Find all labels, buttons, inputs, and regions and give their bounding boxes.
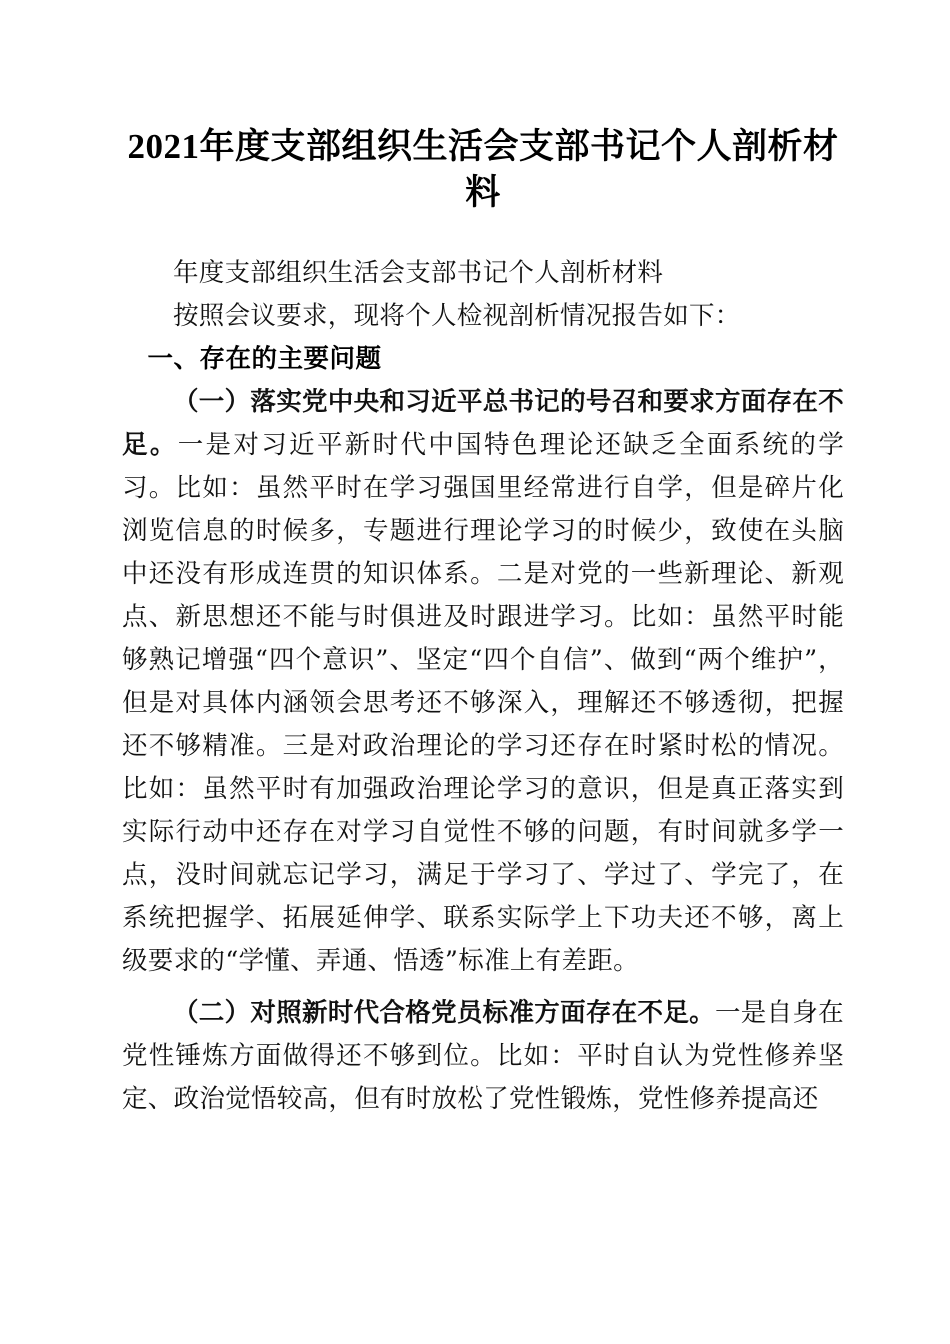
intro-line: 按照会议要求，现将个人检视剖析情况报告如下： <box>173 301 741 331</box>
paragraph-item-two-lead: （二）对照新时代合格党员标准方面存在不足。 <box>173 998 715 1028</box>
paragraph-item-two <box>122 992 844 1121</box>
paragraph-item-one-lead: （一）落实党中央和习近平总书记的号召和要求方面存在不足。 <box>122 387 844 460</box>
paragraph-item-one <box>122 381 844 983</box>
document-body <box>122 0 844 1121</box>
paragraph-item-one-body: 一是对习近平新时代中国特色理论还缺乏全面系统的学习。比如：虽然平时在学习强国里经常进行自学，但是碎片化浏览信息的时候多，专题进行理论学习的时候少，致使在头脑中还没有形成连贯的知识体系。二是对党的一些新理论、新观点、新思想还不能与时俱进及时跟进学习。比如：虽然平时能够熟记增强“四个意识”、坚定“四个自信”、做到“两个维护”，但是对具体内涵领会思考还不够深入，理解还不够透彻，把握还不够精准。三是对政治理论的学习还存在时紧时松的情况。比如：虽然平时有加强政治理论学习的意识，但是真正落实到实际行动中还存在对学习自觉性不够的问题，有时间就多学一点，没时间就忘记学习，满足于学习了、学过了、学完了，在系统把握学、拓展延伸学、联系实际学上下功夫还不够，离上级要求的“学懂、弄通、悟透”标准上有差距。 <box>122 430 844 976</box>
paragraph-item-two-body: 一是自身在党性锤炼方面做得还不够到位。比如：平时自认为党性修养坚定、政治觉悟较高，但有时放松了党性锻炼，党性修养提高还 <box>122 998 844 1114</box>
subtitle-line: 年度支部组织生活会支部书记个人剖析材料 <box>173 258 664 288</box>
section-heading-one: 一、存在的主要问题 <box>147 345 382 373</box>
title-body-spacer <box>122 216 844 252</box>
paragraph-gap <box>122 983 844 992</box>
page-title: 2021年度支部组织生活会支部书记个人剖析材料 <box>127 127 839 212</box>
